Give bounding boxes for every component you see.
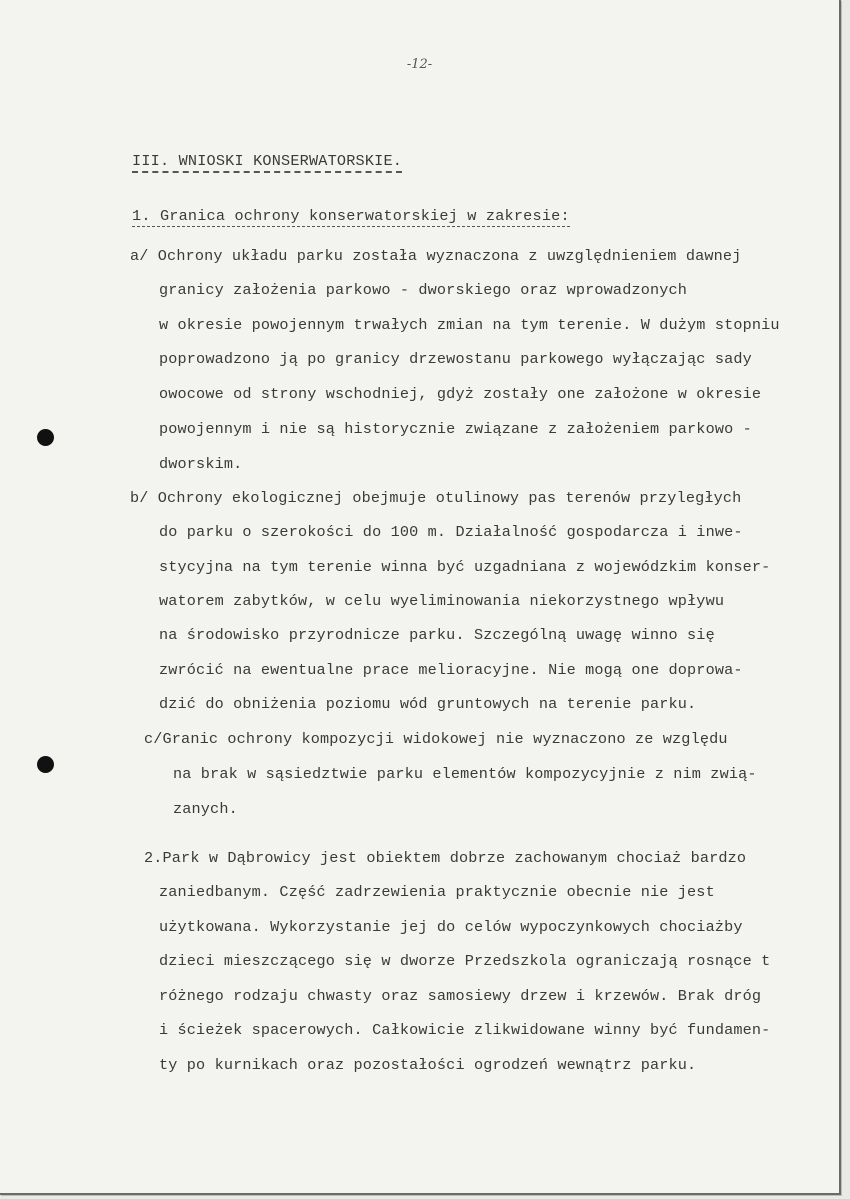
subheading-text: 1. Granica ochrony konserwatorskiej w zakresie: <box>132 207 570 225</box>
paragraph-a-line: poprowadzono ją po granicy drzewostanu parkowego wyłączając sady <box>159 350 752 368</box>
paragraph-c-line: zanych. <box>173 800 238 818</box>
section-heading-text: III. WNIOSKI KONSERWATORSKIE. <box>132 152 402 173</box>
paragraph-a-line: a/ Ochrony układu parku została wyznaczona z uwzględnieniem dawnej <box>130 247 742 265</box>
paragraph-c-line: c/Granic ochrony kompozycji widokowej nie wyznaczono ze względu <box>144 730 728 748</box>
paragraph-b-line: dzić do obniżenia poziomu wód gruntowych na terenie parku. <box>159 695 697 713</box>
paragraph-a-line: dworskim. <box>159 455 243 473</box>
punch-hole-bottom <box>37 756 54 773</box>
punch-hole-top <box>37 429 54 446</box>
paragraph-2-line: zaniedbanym. Część zadrzewienia praktycznie obecnie nie jest <box>159 883 715 901</box>
paragraph-2-line: 2.Park w Dąbrowicy jest obiektem dobrze zachowanym chociaż bardzo <box>144 849 747 867</box>
paragraph-2-line: różnego rodzaju chwasty oraz samosiewy drzew i krzewów. Brak dróg <box>159 987 762 1005</box>
paragraph-2-line: dzieci mieszczącego się w dworze Przedszkola ograniczają rosnące t <box>159 952 771 970</box>
paragraph-a-line: granicy założenia parkowo - dworskiego oraz wprowadzonych <box>159 281 688 299</box>
paragraph-b-line: watorem zabytków, w celu wyeliminowania niekorzystnego wpływu <box>159 592 725 610</box>
paragraph-a-line: w okresie powojennym trwałych zmian na tym terenie. W dużym stopniu <box>159 316 780 334</box>
paragraph-2-line: ty po kurnikach oraz pozostałości ogrodzeń wewnątrz parku. <box>159 1056 697 1074</box>
page-number: -12- <box>406 57 433 72</box>
paragraph-a-line: powojennym i nie są historycznie związane z założeniem parkowo - <box>159 420 752 438</box>
paragraph-b-line: stycyjna na tym terenie winna być uzgadniana z wojewódzkim konser- <box>159 558 771 576</box>
paragraph-b-line: b/ Ochrony ekologicznej obejmuje otulinowy pas terenów przyległych <box>130 489 742 507</box>
subheading <box>132 207 570 225</box>
paragraph-b-line: na środowisko przyrodnicze parku. Szczególną uwagę winno się <box>159 626 715 644</box>
paragraph-2-line: użytkowana. Wykorzystanie jej do celów wypoczynkowych chociażby <box>159 918 743 936</box>
paragraph-b-line: do parku o szerokości do 100 m. Działalność gospodarcza i inwe- <box>159 523 743 541</box>
paragraph-c-line: na brak w sąsiedztwie parku elementów kompozycyjnie z nim zwią- <box>173 765 757 783</box>
paragraph-2-line: i ścieżek spacerowych. Całkowicie zlikwidowane winny być fundamen- <box>159 1021 771 1039</box>
paragraph-a-line: owocowe od strony wschodniej, gdyż zostały one założone w okresie <box>159 385 762 403</box>
paragraph-b-line: zwrócić na ewentualne prace melioracyjne. Nie mogą one doprowa- <box>159 661 743 679</box>
section-heading <box>132 152 402 170</box>
